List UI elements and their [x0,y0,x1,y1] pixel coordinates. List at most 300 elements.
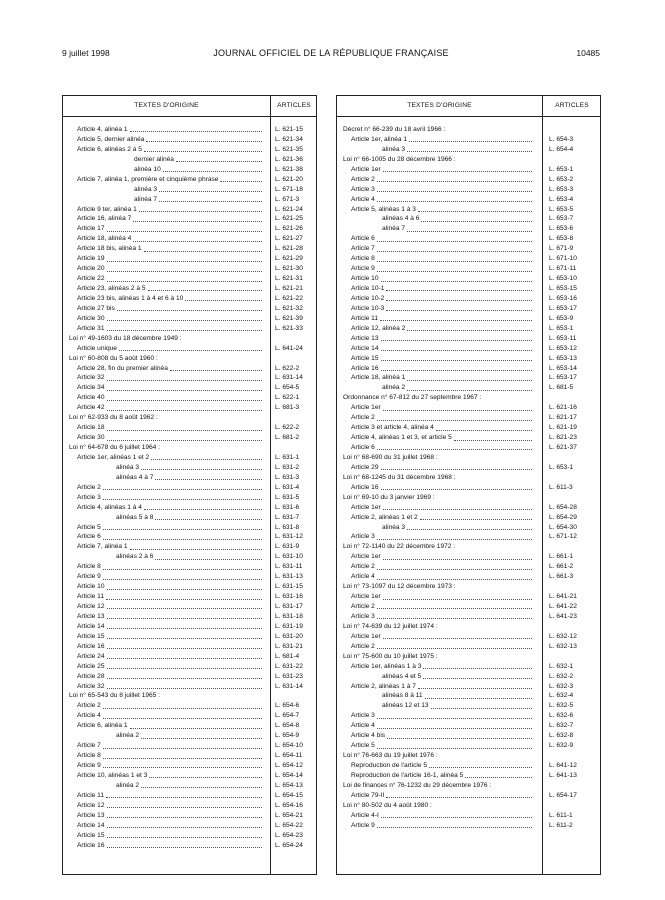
code-article-ref: L. 631-9 [275,543,300,551]
code-article-ref: L. 631-4 [275,483,300,491]
dot-leader [465,771,532,778]
entry-label [134,195,263,205]
table-row [337,771,600,781]
dot-leader [141,781,262,788]
dot-leader [381,334,533,341]
entry-label [351,513,533,523]
source-text-label: Article 5, alinéas 1 à 3 [351,205,416,213]
entry-label [77,642,263,652]
source-text-label: Article 9 [351,265,375,273]
code-article-ref: L. 632-8 [549,732,574,740]
code-article-ref: L. 654-15 [275,791,303,799]
table-row [337,592,600,602]
entry-label [351,483,533,493]
dot-leader [377,264,532,271]
dot-leader [130,125,262,132]
code-article-ref: L. 631-1 [275,453,300,461]
code-article-ref: L. 654-11 [275,752,303,760]
source-text-heading: Loi n° 69-10 du 3 janvier 1969 : [343,493,435,501]
code-article-ref: L. 631-14 [275,374,303,382]
dot-leader [107,642,263,649]
table-row [63,711,316,721]
dot-leader [386,284,532,291]
entry-label [77,373,263,383]
entry-label [77,771,263,781]
entry-label [77,811,263,821]
table-row [63,562,316,572]
code-article-ref: L. 653-10 [549,275,577,283]
table-row [63,691,316,701]
code-article-ref: L. 653-14 [549,364,577,372]
table-row [337,244,600,254]
code-article-ref: L. 681-2 [275,434,300,442]
table-row [63,224,316,234]
dot-leader [133,234,262,241]
table-row [63,403,316,413]
dot-leader [107,224,263,231]
table-row [337,463,600,473]
table-row [63,185,316,195]
code-article-ref: L. 621-22 [275,294,303,302]
code-article-ref: L. 654-12 [275,762,303,769]
entry-label [351,373,533,383]
code-article-ref: L. 611-3 [549,483,573,491]
source-text-label: alinéa 7 [134,195,158,203]
source-text-label: alinéas 8 à 11 [382,692,423,700]
entry-label [77,205,263,215]
dot-leader [159,185,262,192]
entry-label [77,254,263,264]
source-text-label: Article 18, alinéa 4 [77,235,132,243]
entry-label [77,224,263,234]
code-article-ref: L. 654-28 [549,503,577,511]
entry-label [69,334,263,344]
dot-leader [381,811,532,818]
source-text-label: Article 13 [77,612,105,620]
source-text-label: Article 40 [77,394,105,402]
code-article-ref: L. 632-6 [549,712,574,720]
source-text-label: Article 2, alinéas 1 et 2 [351,513,418,521]
entry-label [351,612,533,622]
page-header [62,48,600,62]
source-text-heading: Loi n° 73-1097 du 12 décembre 1973 : [343,583,456,591]
code-article-ref: L. 653-9 [549,314,574,322]
entry-label [351,443,533,453]
code-article-ref: L. 611-1 [549,811,573,819]
source-text-label: alinéas 2 à 6 [116,553,154,561]
code-article-ref: L. 653-6 [549,225,574,233]
entry-label [77,503,263,513]
table-row [337,622,600,632]
entry-label [351,532,533,542]
dot-leader [107,632,263,639]
source-text-label: Article 6 [351,235,375,243]
entry-label [343,393,533,403]
table-row [337,532,600,542]
source-text-heading: Loi n° 75-600 du 10 juillet 1975 : [343,652,438,660]
table-row [63,165,316,175]
entry-label [351,175,533,185]
entry-label [69,443,263,453]
source-text-label: Article 5, dernier alinéa [77,135,145,143]
entry-label [77,523,263,533]
table-row [63,592,316,602]
table-row [337,682,600,692]
entry-label [343,155,533,165]
source-text-heading: Loi n° 62-933 du 8 août 1962 : [69,414,158,422]
table-row [337,175,600,185]
source-text-label: Article 15 [77,831,105,839]
source-text-label: Article 16 [351,364,379,372]
table-row [337,562,600,572]
entry-label [77,135,263,145]
entry-label [77,632,263,642]
dot-leader [103,523,262,530]
entry-label [77,721,263,731]
dot-leader [103,572,262,579]
entry-label [343,453,533,463]
dot-leader [176,155,262,162]
code-article-ref: L. 632-7 [549,722,574,730]
code-article-ref: L. 621-32 [275,304,303,312]
source-text-label: Article 14 [77,622,105,630]
code-article-ref: L. 654-14 [275,771,303,779]
source-text-label: alinéa 2 [116,781,140,789]
code-article-ref: L. 621-29 [275,255,303,263]
entry-label [77,612,263,622]
dot-leader [103,761,262,768]
source-text-label: Article 1er, alinéas 1 à 3 [351,662,422,670]
table-row [63,314,316,324]
entry-label [77,701,263,711]
source-text-label: Article 25 [77,662,105,670]
table-row [337,801,600,811]
source-text-label: Article 2 [351,603,375,610]
entry-label [77,761,263,771]
code-article-ref: L. 631-13 [275,573,303,581]
entry-label [116,473,263,483]
table-row [63,602,316,612]
table-row [337,135,600,145]
entry-label [77,532,263,542]
source-text-label: Article 4 [351,573,375,581]
code-article-ref: L. 631-10 [275,553,303,561]
entry-label [351,314,533,324]
entry-label [351,334,533,344]
entry-label [116,552,263,562]
source-text-label: Article 4 bis [351,732,386,740]
table-row [63,205,316,215]
entry-label [343,473,533,483]
table-row [63,622,316,632]
source-text-label: Article 14 [77,821,105,829]
code-article-ref: L. 621-35 [275,145,303,153]
code-article-ref: L. 631-15 [275,583,303,591]
dot-leader [107,403,263,410]
table-row [337,701,600,711]
dot-leader [383,503,532,510]
table-row [337,612,600,622]
table-row [337,821,600,831]
table-row [337,721,600,731]
dot-leader [420,513,532,520]
dot-leader [103,741,262,748]
source-text-label: Article 8 [351,255,375,263]
entry-label [351,761,533,771]
code-article-ref: L. 654-22 [275,821,303,829]
dot-leader [423,662,532,669]
dot-leader [103,532,262,539]
table-row [63,254,316,264]
code-article-ref: L. 654-17 [549,791,577,799]
entry-label [77,314,263,324]
table-row [63,354,316,364]
source-text-label: Article 1er [351,632,381,640]
table-row [337,403,600,413]
source-text-label: Article 14 [351,344,379,352]
code-article-ref: L. 654-16 [275,801,303,809]
entry-label [77,214,263,224]
code-article-ref: L. 611-2 [549,821,573,829]
dot-leader [107,433,263,440]
code-article-ref: L. 632-13 [549,642,577,650]
dot-leader [409,135,532,142]
code-article-ref: L. 654-6 [275,702,300,710]
dot-leader [107,831,263,838]
table-row [337,314,600,324]
source-text-label: Article 5 [351,742,375,750]
dot-leader [103,711,262,718]
dot-leader [159,195,262,202]
entry-label [351,642,533,652]
dot-leader [407,523,532,530]
dot-leader [107,324,263,331]
source-text-label: Article 6 [351,444,375,451]
source-text-label: Article 7, alinéa 1, première et cinquième phrase [77,175,219,183]
table-row [63,324,316,334]
table-row [63,552,316,562]
dot-leader [107,841,263,848]
table-row [337,224,600,234]
source-text-label: Article unique [77,344,117,352]
dot-leader [220,175,262,182]
dot-leader [103,483,262,490]
dot-leader [377,254,532,261]
entry-label [77,662,263,672]
source-text-label: Article 7 [77,742,101,750]
code-article-ref: L. 631-18 [275,612,303,620]
code-article-ref: L. 621-37 [549,444,577,451]
table-row [337,602,600,612]
table-row [63,344,316,354]
code-article-ref: L. 631-5 [275,493,300,501]
table-row [337,453,600,463]
source-text-label: Article 23, alinéas 2 à 5 [77,285,146,292]
entry-label [343,582,533,592]
source-text-label: alinéa 3 [116,463,140,471]
dot-leader [377,741,532,748]
entry-label [77,622,263,632]
dot-leader [377,602,532,609]
code-article-ref: L. 671-11 [549,265,577,273]
entry-label [69,413,263,423]
code-article-ref: L. 621-26 [275,225,303,233]
dot-leader [130,542,262,549]
table-row [63,145,316,155]
source-text-label: Article 31 [77,324,105,332]
table-row [63,264,316,274]
table-row [63,532,316,542]
source-text-label: Article 15 [77,632,105,640]
table-row [337,423,600,433]
entry-label [351,344,533,354]
entry-label [351,294,533,304]
table-row [337,711,600,721]
dot-leader [106,592,262,599]
source-text-label: Article 2 [351,175,375,183]
page-number: 10485 [576,48,600,58]
source-text-label: Article 1er, alinéas 1 et 2 [77,453,150,461]
table-row [63,821,316,831]
entry-label [351,741,533,751]
code-article-ref: L. 653-16 [549,294,577,302]
dot-leader [407,373,532,380]
entry-label [382,383,533,393]
dot-leader [148,284,262,291]
source-text-label: alinéa 7 [382,225,406,233]
entry-label [351,423,533,433]
source-text-label: Article 6, alinéas 2 à 5 [77,145,142,153]
source-text-label: Article 24 [77,652,105,660]
source-text-label: Article 1er [351,503,381,511]
source-text-label: Article 4 [351,722,375,730]
code-article-ref: L. 631-16 [275,593,303,601]
dot-leader [103,751,262,758]
source-text-label: Article 32 [77,374,105,382]
table-row [337,155,600,165]
table-row [337,652,600,662]
dot-leader [407,145,532,152]
source-text-label: Article 9 ter, alinéa 1 [77,205,137,213]
table-row [63,761,316,771]
entry-label [77,433,263,443]
right-correspondence-table [336,95,601,875]
entry-label [77,393,263,403]
dot-leader [377,572,532,579]
table-row [63,682,316,692]
source-text-heading: Loi n° 74-639 du 12 juillet 1974 : [343,622,438,630]
source-text-label: alinéa 3 [382,523,406,531]
entry-label [77,741,263,751]
code-article-ref: L. 621-38 [275,165,303,173]
code-article-ref: L. 681-3 [275,404,300,412]
entry-label [69,691,263,701]
dot-leader [144,145,262,152]
dot-leader [155,473,262,480]
dot-leader [185,294,262,301]
code-article-ref: L. 631-7 [275,513,300,521]
dot-leader [103,493,262,500]
code-article-ref: L. 641-22 [549,603,577,610]
source-text-heading: Loi n° 60-808 du 5 août 1960 : [69,354,158,362]
source-text-label: alinéa 2 [382,384,406,392]
source-text-label: Article 11 [77,791,104,799]
source-text-heading: Décret n° 66-239 du 18 avril 1966 : [343,126,446,133]
table-row [63,373,316,383]
entry-label [343,125,533,135]
source-text-label: Article 3 et article 4, alinéa 4 [351,424,434,432]
code-article-ref: L. 654-21 [275,811,303,819]
code-article-ref: L. 631-3 [275,473,300,481]
dot-leader [386,304,532,311]
source-text-label: Article 3 [351,533,375,541]
table-body [63,125,316,850]
entry-label [77,364,263,374]
source-text-label: Article 1er [351,593,381,601]
code-article-ref: L. 653-7 [549,215,574,223]
table-row [63,523,316,533]
dot-leader [386,294,532,301]
source-text-label: Article 16 [351,483,379,491]
table-row [337,383,600,393]
entry-label [351,572,533,582]
source-text-label: alinéas 4 et 5 [382,672,422,680]
journal-title: JOURNAL OFFICIEL DE LA RÉPUBLIQUE FRANÇAISE [213,48,449,58]
table-row [337,125,600,135]
table-row [63,751,316,761]
entry-label [77,234,263,244]
code-article-ref: L. 621-24 [275,205,303,213]
table-row [337,741,600,751]
entry-label [343,781,533,791]
dot-leader [119,344,262,351]
dot-leader [425,691,532,698]
dot-leader [407,224,532,231]
code-article-ref: L. 631-22 [275,662,303,670]
entry-label [351,244,533,254]
entry-label [351,354,533,364]
table-row [337,791,600,801]
source-text-label: Article 10-1 [351,285,385,292]
entry-label [343,493,533,503]
code-article-ref: L. 632-12 [549,632,577,640]
table-row [63,672,316,682]
dot-leader [383,632,532,639]
source-text-label: Article 9 [351,821,375,829]
source-text-label: Article 34 [77,384,105,392]
dot-leader [431,701,532,708]
code-article-ref: L. 631-8 [275,523,300,531]
entry-label [351,364,533,374]
issue-date: 9 juillet 1998 [62,48,110,58]
table-row [63,463,316,473]
entry-label [77,801,263,811]
entry-label [351,135,533,145]
source-text-label: Article 16 [77,642,105,650]
entry-label [351,413,533,423]
entry-label [343,801,533,811]
entry-label [77,274,263,284]
code-article-ref: L. 621-30 [275,265,303,273]
entry-label [77,821,263,831]
entry-label [116,731,263,741]
code-article-ref: L. 653-5 [549,205,574,213]
entry-label [351,463,533,473]
code-article-ref: L. 621-16 [549,404,577,412]
source-text-label: Article 6, alinéa 1 [77,722,128,730]
table-row [337,304,600,314]
source-text-label: Article 4 [77,712,101,720]
